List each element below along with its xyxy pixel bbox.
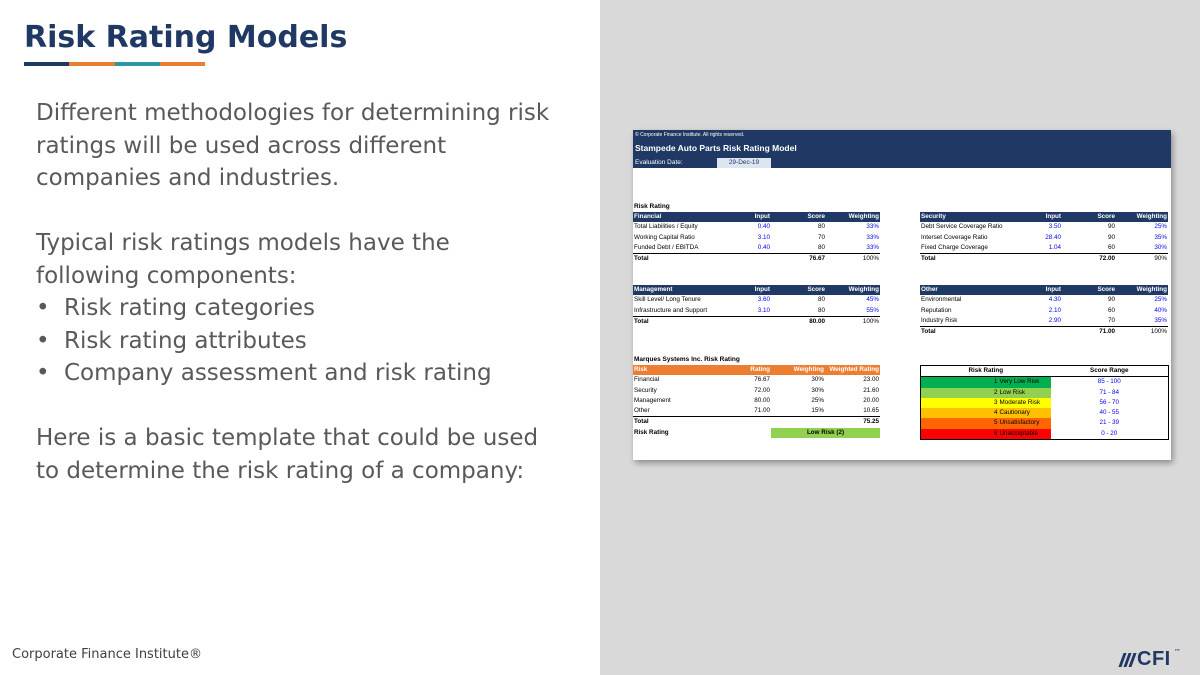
cell: 2.10 (1048, 306, 1061, 314)
table-row (920, 222, 1168, 232)
header-cell: Weighting (826, 285, 880, 295)
cell (741, 316, 771, 327)
header-cell: Risk Rating (921, 366, 1051, 377)
components-list (36, 292, 556, 390)
cell: Risk Rating (634, 428, 669, 436)
legend-number: 2 (921, 388, 999, 398)
cell: Skill Level/ Long Tenure (634, 296, 701, 304)
table-row (633, 386, 880, 396)
cell: Working Capital Ratio (634, 233, 695, 241)
legend-number: 1 (921, 377, 999, 388)
cell: 33% (866, 223, 879, 231)
evaluation-date-value: 29-Dec-19 (717, 158, 771, 168)
legend-label: Very Low Risk (999, 377, 1051, 388)
header-cell: Weighting (771, 365, 825, 375)
total-row (633, 316, 880, 327)
cell: 35% (1154, 316, 1167, 324)
legend-row (921, 377, 1169, 388)
table-header-row (633, 285, 880, 295)
cell: 80 (817, 296, 825, 304)
header-cell: Input (741, 212, 771, 222)
cell: Interset Coverage Ratio (921, 233, 988, 241)
underline-segment (160, 62, 205, 66)
cell: 15% (811, 407, 824, 415)
title-underline (24, 62, 205, 66)
logo-text: CFI (1137, 648, 1171, 670)
cell (771, 417, 825, 428)
header-cell: Score (771, 285, 826, 295)
table-header-row (921, 366, 1169, 377)
cell: 55% (866, 306, 879, 314)
bullet-item: • Risk rating attributes (36, 325, 556, 358)
cell: 20.00 (863, 396, 879, 404)
legend-label: Cautionary (999, 408, 1051, 418)
cell: 1.04 (1048, 243, 1061, 251)
legend-label: Low Risk (999, 388, 1051, 398)
legend-range: 71 - 84 (1099, 388, 1120, 396)
intro-paragraph: Different methodologies for determining risk ratings will be used across different companies and industries. (36, 100, 550, 191)
cell: 100% (826, 254, 880, 265)
risk-rating-row (633, 428, 880, 438)
cell (1032, 327, 1062, 338)
legend-number: 4 (921, 408, 999, 418)
cell: Security (634, 386, 657, 394)
legend-label: Moderate Risk (999, 398, 1051, 408)
cell: Total Liabilities / Equity (634, 223, 698, 231)
header-cell: Score Range (1051, 366, 1169, 377)
cell: 80 (817, 306, 825, 314)
header-cell: Management (633, 285, 741, 295)
cell: 80.00 (771, 316, 826, 327)
cell: 80 (817, 223, 825, 231)
cell: 76.67 (771, 254, 826, 265)
cell: 90 (1107, 296, 1115, 304)
table-row (633, 233, 880, 243)
cfi-logo (1121, 648, 1181, 671)
cell: 3.10 (757, 233, 770, 241)
evaluation-date-label: Evaluation Date: (635, 159, 683, 166)
cell: 33% (866, 243, 879, 251)
cell: Debt Service Coverage Ratio (921, 223, 1003, 231)
cell: 76.67 (754, 376, 770, 384)
legend-range: 21 - 39 (1099, 419, 1120, 427)
table-row (920, 233, 1168, 243)
cell: 71.00 (754, 407, 770, 415)
cell: Environmental (921, 296, 962, 304)
cell: 60 (1107, 306, 1115, 314)
table-row (633, 306, 880, 317)
cell: 72.00 (754, 386, 770, 394)
underline-segment (69, 62, 114, 66)
evaluation-date-row (633, 158, 1171, 168)
table-row (920, 316, 1168, 327)
cell: 40% (1154, 306, 1167, 314)
financial-table (633, 212, 880, 264)
total-row (920, 254, 1168, 265)
header-cell: Other (920, 285, 1032, 295)
cell: 3.50 (1048, 223, 1061, 231)
cell: Total (920, 327, 1032, 338)
cell: 100% (1116, 327, 1168, 338)
table-header-row (920, 212, 1168, 222)
legend-row (921, 388, 1169, 398)
cell: 23.00 (863, 376, 879, 384)
cell: Infrastructure and Support (634, 306, 708, 314)
cell: 71.00 (1062, 327, 1116, 338)
cell: 0.40 (757, 223, 770, 231)
summary-section-label: Marques Systems Inc. Risk Rating (634, 356, 740, 363)
cell: 70 (1107, 316, 1115, 324)
table-row (920, 306, 1168, 316)
table-row (633, 222, 880, 232)
cell: 25% (1154, 296, 1167, 304)
total-row (920, 327, 1168, 338)
underline-segment (115, 62, 160, 66)
cell: 100% (826, 316, 880, 327)
cell: 4.30 (1048, 296, 1061, 304)
logo-trademark: ™ (1173, 647, 1181, 656)
total-row (633, 254, 880, 265)
template-paragraph: Here is a basic template that could be used to determine the risk rating of a company: (36, 425, 539, 484)
total-row (633, 417, 880, 428)
legend-range: 40 - 55 (1099, 409, 1120, 417)
header-cell: Score (771, 212, 826, 222)
cell: 72.00 (1062, 254, 1116, 265)
cell: 10.65 (863, 407, 879, 415)
header-cell: Weighting (1116, 285, 1168, 295)
components-paragraph: Typical risk ratings models have the following components: (36, 230, 450, 289)
cell: Total (633, 254, 741, 265)
cell: Fixed Charge Coverage (921, 243, 988, 251)
legend-row (921, 408, 1169, 418)
cell: 25% (1154, 223, 1167, 231)
legend-number: 3 (921, 398, 999, 408)
table-row (633, 295, 880, 305)
legend-row (921, 398, 1169, 408)
header-cell: Rating (741, 365, 771, 375)
cell: 45% (866, 296, 879, 304)
header-cell: Weighted Rating (825, 365, 880, 375)
other-table (920, 285, 1168, 337)
cell: Other (634, 407, 650, 415)
cell: 75.25 (825, 417, 880, 428)
cell (741, 417, 771, 428)
header-cell: Financial (633, 212, 741, 222)
legend-range: 56 - 70 (1099, 398, 1120, 406)
cell: Financial (634, 376, 660, 384)
risk-rating-legend (920, 365, 1169, 440)
cell: 3.60 (757, 296, 770, 304)
cell: 80.00 (754, 396, 770, 404)
cell: Total (633, 417, 741, 428)
cell: 2.90 (1048, 316, 1061, 324)
slide-title: Risk Rating Models (24, 20, 348, 55)
cell: 90 (1107, 223, 1115, 231)
legend-row (921, 418, 1169, 428)
table-header-row (633, 212, 880, 222)
cell: 33% (866, 233, 879, 241)
cell: Total (633, 316, 741, 327)
legend-number: 5 (921, 418, 999, 428)
cell: 28.40 (1045, 233, 1061, 241)
cell: 70 (817, 233, 825, 241)
cell: Reputation (921, 306, 952, 314)
logo-slashes-icon (1121, 653, 1134, 667)
cell: 3.10 (757, 306, 770, 314)
cell: 90% (1116, 254, 1168, 265)
table-header-row (920, 285, 1168, 295)
table-row (633, 243, 880, 254)
cell: Total (920, 254, 1032, 265)
risk-rating-result: Low Risk (2) (771, 428, 880, 438)
spreadsheet-screenshot (633, 130, 1171, 460)
header-cell: Weighting (826, 212, 880, 222)
table-header-row (633, 365, 880, 375)
risk-rating-section-label: Risk Rating (634, 203, 670, 210)
bullet-item: • Company assessment and risk rating (36, 357, 556, 390)
table-row (633, 375, 880, 385)
header-cell: Score (1062, 285, 1116, 295)
legend-range: 85 - 100 (1097, 378, 1121, 386)
summary-table (633, 365, 880, 438)
cell: 80 (817, 243, 825, 251)
cell: 25% (811, 396, 824, 404)
legend-range: 0 - 20 (1101, 429, 1118, 437)
cell: 30% (1154, 243, 1167, 251)
cell (741, 254, 771, 265)
cell: 21.60 (863, 386, 879, 394)
table-row (920, 295, 1168, 305)
table-row (633, 396, 880, 406)
underline-segment (24, 62, 69, 66)
cell: 35% (1154, 233, 1167, 241)
management-table (633, 285, 880, 327)
cell: 0.40 (757, 243, 770, 251)
cell: 90 (1107, 233, 1115, 241)
security-table (920, 212, 1168, 264)
table-row (920, 243, 1168, 254)
footer-text: Corporate Finance Institute® (12, 647, 202, 662)
cell: Funded Debt / EBITDA (634, 243, 699, 251)
legend-number: 6 (921, 429, 999, 440)
sheet-title: Stampede Auto Parts Risk Rating Model (635, 143, 797, 153)
header-cell: Risk (633, 365, 741, 375)
sheet-copyright: © Corporate Finance Institute. All rights reserved. (635, 132, 745, 138)
cell: Management (634, 396, 671, 404)
cell: 30% (811, 376, 824, 384)
bullet-item: • Risk rating categories (36, 292, 556, 325)
header-cell: Score (1062, 212, 1116, 222)
cell: 60 (1107, 243, 1115, 251)
header-cell: Input (1032, 212, 1062, 222)
header-cell: Input (1032, 285, 1062, 295)
table-row (633, 406, 880, 417)
cell: 30% (811, 386, 824, 394)
legend-label: Unsatisfactory (999, 418, 1051, 428)
header-cell: Weighting (1116, 212, 1168, 222)
cell: Industry Risk (921, 316, 958, 324)
slide-body (36, 97, 556, 487)
cell (1032, 254, 1062, 265)
legend-label: Unacceptable (999, 429, 1051, 440)
header-cell: Security (920, 212, 1032, 222)
header-cell: Input (741, 285, 771, 295)
legend-row (921, 429, 1169, 440)
